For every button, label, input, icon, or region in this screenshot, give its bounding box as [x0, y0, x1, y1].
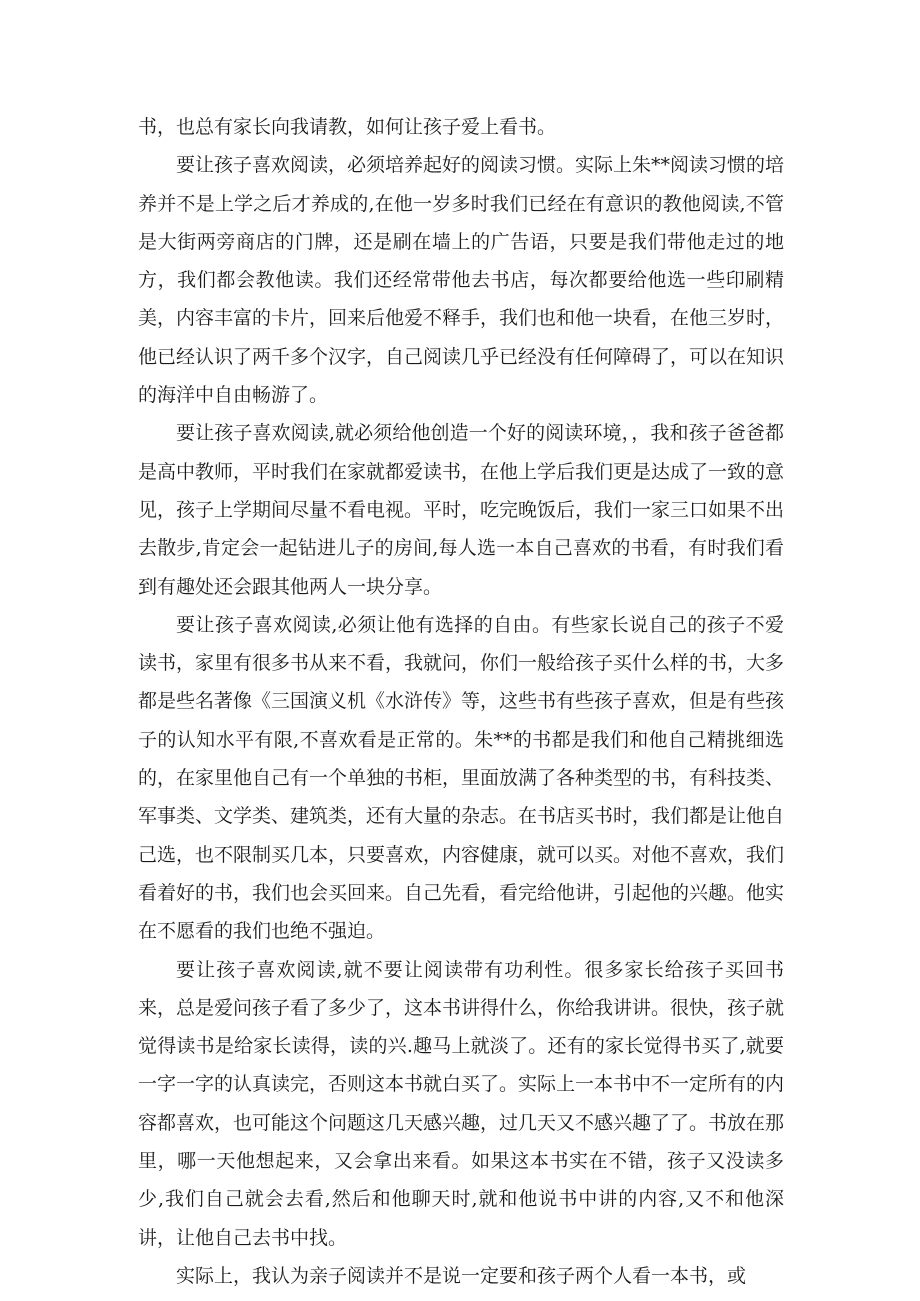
- paragraph-no-utilitarianism: 要让孩子喜欢阅读,就不要让阅读带有功利性。很多家长给孩子买回书来，总是爱问孩子看了多少了，这本书讲得什么，你给我讲讲。很快，孩子就觉得读书是给家长读得，读的兴.趣马上就淡了。还有的家长觉得书买了,就要一字一字的认真读完，否则这本书就白买了。实际上一本书中不一定所有的内容都喜欢，也可能这个问题这几天感兴趣，过几天又不感兴趣了了。书放在那里，哪一天他想起来，又会拿出来看。如果这本书实在不错，孩子又没读多少,我们自己就会去看,然后和他聊天时,就和他说书中讲的内容,又不和他深讲，让他自己去书中找。: [138, 958, 785, 1249]
- paragraph-reading-environment: 要让孩子喜欢阅读,就必须给他创造一个好的阅读环境，，我和孩子爸爸都是高中教师，平时我们在家就都爱读书，在他上学后我们更是达成了一致的意见，孩子上学期间尽量不看电视。平时，吃完晚饭后，我们一家三口如果不出去散步,肯定会一起钻进儿子的房间,每人选一本自己喜欢的书看，有时我们看到有趣处还会跟其他两人一块分享。: [138, 422, 785, 598]
- paragraph-reading-habits: 要让孩子喜欢阅读，必须培养起好的阅读习惯。实际上朱**阅读习惯的培养并不是上学之后才养成的,在他一岁多时我们已经在有意识的教他阅读,不管是大街两旁商店的门牌，还是刷在墙上的广告语，只要是我们带他走过的地方，我们都会教他读。我们还经常带他去书店，每次都要给他选一些印刷精美，内容丰富的卡片，回来后他爱不释手，我们也和他一块看，在他三岁时，他已经认识了两千多个汉字，自己阅读几乎已经没有任何障碍了，可以在知识的海洋中自由畅游了。: [138, 154, 785, 407]
- article-body: [138, 108, 784, 1295]
- paragraph-continued: 书，也总有家长向我请教，如何让孩子爱上看书。: [138, 116, 557, 138]
- paragraph-freedom-of-choice: 要让孩子喜欢阅读,必须让他有选择的自由。有些家长说自己的孩子不爱读书，家里有很多书从来不看，我就问，你们一般给孩子买什么样的书，大多都是些名著像《三国演义机《水浒传》等，这些书有些孩子喜欢，但是有些孩子的认知水平有限,不喜欢看是正常的。朱**的书都是我们和他自己精挑细选的，在家里他自己有一个单独的书柜，里面放满了各种类型的书，有科技类、军事类、文学类、建筑类，还有大量的杂志。在书店买书时，我们都是让他自己选，也不限制买几本，只要喜欢，内容健康，就可以买。对他不喜欢，我们看着好的书，我们也会买回来。自己先看，看完给他讲，引起他的兴趣。他实在不愿看的我们也绝不强迫。: [138, 613, 785, 943]
- paragraph-parent-child-reading: 实际上，我认为亲子阅读并不是说一定要和孩子两个人看一本书，或: [176, 1264, 747, 1287]
